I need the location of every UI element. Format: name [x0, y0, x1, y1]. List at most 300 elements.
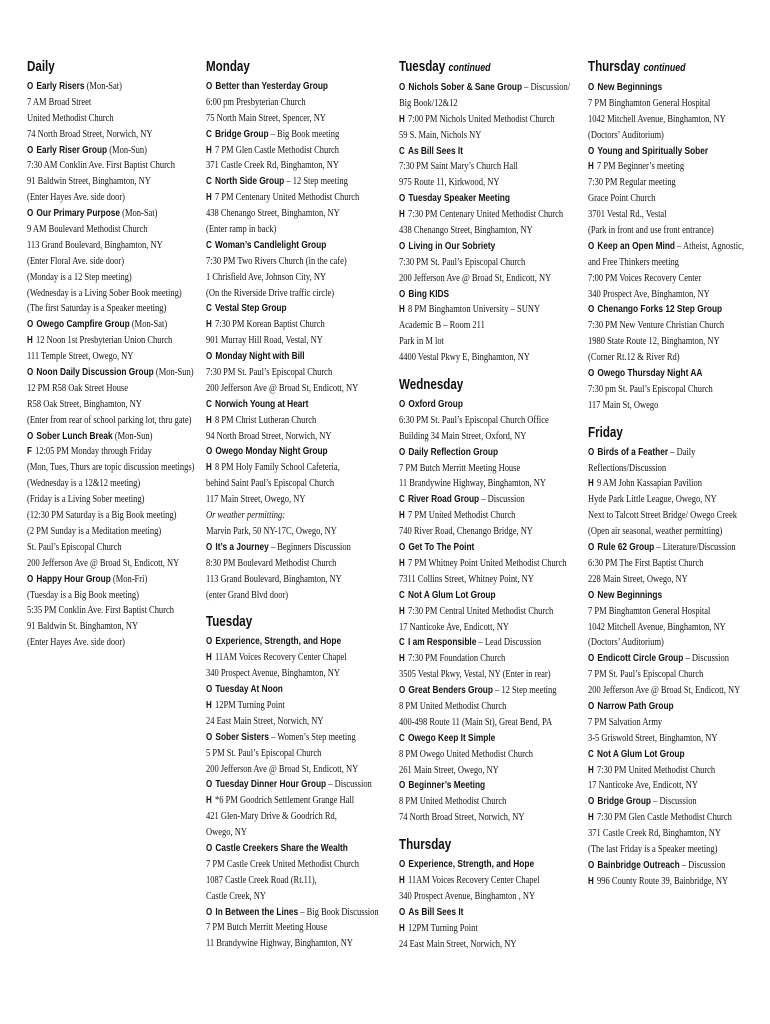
group-name: Better than Yesterday Group [215, 81, 328, 92]
meeting-type-code: O [399, 240, 406, 252]
group-name: Vestal Step Group [214, 303, 287, 315]
detail-text: 11AM Voices Recovery Center Chapel [407, 874, 540, 886]
group-name: Young and Spiritually Sober [597, 145, 709, 157]
detail-line [588, 763, 729, 779]
meeting-type-code: C [206, 239, 212, 251]
detail-text: 200 Jefferson Ave @ Broad St, Endicott, NY [27, 557, 180, 569]
detail-text: 5:35 PM Conklin Ave. First Baptist Church [27, 605, 174, 617]
detail-text: 7 PM Glen Castle Methodist Church [214, 144, 340, 156]
detail-text: 12 Noon 1st Presbyterian Union Church [35, 335, 173, 347]
detail-text: 6:00 pm Presbyterian Church [206, 96, 306, 108]
meeting-type-code: O [588, 446, 595, 458]
detail-text: 8 PM Holy Family School Cafeteria, [214, 462, 340, 474]
detail-text: 8 PM United Methodist Church [399, 796, 507, 808]
group-name: Bing KIDS [408, 288, 450, 300]
section-heading [399, 834, 545, 856]
detail-text: 7:30 PM Centenary United Methodist Church [407, 209, 564, 221]
detail-line [399, 128, 545, 144]
detail-line [399, 413, 549, 429]
detail-text: (Tuesday is a Big Book meeting) [27, 589, 139, 601]
group-name: Endicott Circle Group [597, 653, 684, 665]
meeting-name-line [588, 794, 729, 810]
detail-line [27, 270, 165, 286]
group-name: Keep an Open Mind [597, 240, 676, 252]
detail-text: 3505 Vestal Pkwy, Vestal, NY (Enter in rear) [399, 669, 551, 681]
detail-text: 117 Main St, Owego [588, 399, 659, 411]
meeting-type-code: O [588, 240, 595, 252]
meeting-name-line [206, 540, 355, 556]
detail-line [588, 398, 729, 414]
detail-line [206, 381, 359, 397]
meeting-type-code: O [399, 82, 406, 93]
group-note: – Discussion [651, 796, 697, 808]
detail-line [399, 810, 545, 826]
detail-line [399, 302, 545, 318]
meeting-name-line [206, 397, 355, 413]
detail-text: 91 Baldwin St. Binghamton, NY [27, 621, 139, 633]
meeting-type-code: O [588, 145, 595, 157]
meeting-name-line [206, 127, 355, 143]
section-heading [206, 611, 355, 633]
detail-line [588, 207, 729, 223]
meeting-type-code: O [27, 367, 34, 379]
meeting-type-code: C [206, 303, 212, 315]
detail-text: 261 Main Street, Owego, NY [399, 764, 499, 776]
detail-line [588, 508, 737, 524]
meeting-type-code: H [206, 414, 212, 426]
detail-line [206, 524, 355, 540]
group-name: Our Primary Purpose [36, 208, 121, 220]
meeting-name-line [206, 777, 372, 793]
detail-text: (Doctors’ Auditorium) [588, 129, 664, 141]
group-name: As Bill Sees It [407, 145, 463, 157]
detail-text: 200 Jefferson Ave @ Broad St, Endicott, NY [399, 272, 552, 284]
detail-line [27, 603, 174, 619]
detail-line [206, 746, 355, 762]
group-note: (Mon-Sat) [129, 319, 168, 331]
detail-line [206, 666, 355, 682]
detail-line [206, 936, 355, 952]
meeting-type-code: O [206, 684, 213, 696]
detail-text: 4400 Vestal Pkwy E, Binghamton, NY [399, 352, 530, 364]
detail-text: 7 PM United Methodist Church [407, 510, 516, 522]
group-name: Woman’s Candlelight Group [214, 239, 327, 251]
meeting-name-line [399, 144, 545, 160]
detail-line [588, 778, 729, 794]
detail-text: 24 East Main Street, Norwich, NY [206, 715, 324, 727]
meeting-type-code: O [588, 542, 595, 554]
meeting-type-code: O [27, 319, 34, 331]
detail-text: 7 PM Binghamton General Hospital [588, 605, 711, 617]
meeting-type-code: O [206, 906, 213, 918]
detail-text: (Enter Floral Ave. side door) [27, 255, 125, 267]
detail-line [27, 635, 165, 651]
detail-text: 74 North Broad Street, Norwich, NY [399, 812, 525, 824]
detail-line [399, 318, 545, 334]
detail-line [588, 556, 729, 572]
detail-text: 5 PM St. Paul’s Episcopal Church [206, 747, 322, 759]
meeting-type-code: O [206, 731, 213, 743]
group-name: Castle Creekers Share the Wealth [215, 842, 348, 854]
detail-text: 7:30 PM Korean Baptist Church [214, 319, 325, 331]
group-note: – Discussion [683, 653, 730, 665]
detail-text: 3-5 Griswold Street, Binghamton, NY [588, 732, 718, 744]
group-name: Bridge Group [214, 128, 269, 140]
detail-text: Grace Point Church [588, 193, 656, 205]
detail-line [588, 159, 729, 175]
detail-text: 8 PM Christ Lutheran Church [214, 414, 317, 426]
detail-line [399, 334, 545, 350]
group-name: Owego Campfire Group [36, 319, 130, 331]
meeting-type-code: O [588, 368, 595, 380]
detail-line [206, 698, 355, 714]
detail-line [588, 492, 729, 508]
detail-line [588, 112, 729, 128]
group-name: Experience, Strength, and Hope [215, 636, 342, 648]
meeting-type-code: H [206, 795, 212, 807]
detail-line [399, 763, 545, 779]
group-name: River Road Group [407, 494, 480, 506]
meeting-name-line [588, 366, 729, 382]
column-2 [206, 56, 392, 952]
meeting-name-line [588, 80, 729, 96]
group-note: – Discussion [679, 859, 726, 871]
detail-line [588, 476, 729, 492]
group-name: Experience, Strength, and Hope [408, 859, 535, 871]
detail-line [27, 397, 165, 413]
detail-line [588, 604, 729, 620]
meeting-type-code: C [399, 589, 405, 601]
meeting-type-code: C [399, 145, 405, 157]
detail-text: 3701 Vestal Rd., Vestal [588, 209, 667, 221]
detail-line [588, 461, 729, 477]
detail-text: 7:30 PM St. Paul’s Episcopal Church [399, 256, 526, 268]
detail-line [588, 175, 729, 191]
detail-text: 7:30 pm St. Paul’s Episcopal Church [588, 383, 713, 395]
group-name: Get To The Point [408, 542, 475, 554]
detail-text: 7 PM Castle Creek United Methodist Church [206, 858, 360, 870]
detail-line [399, 429, 545, 445]
detail-text: 200 Jefferson Ave @ Broad St, Endicott, NY [206, 382, 359, 394]
detail-line [399, 889, 545, 905]
meeting-name-line [206, 905, 379, 921]
meeting-name-line [399, 445, 545, 461]
meeting-type-code: C [206, 398, 212, 410]
detail-line [588, 715, 729, 731]
detail-text: 7:30 PM New Venture Christian Church [588, 320, 725, 332]
meeting-type-code: O [588, 653, 595, 665]
detail-line [399, 524, 545, 540]
detail-text: 7:30 PM Saint Mary’s Church Hall [399, 161, 518, 173]
detail-text: (2 PM Sunday is a Meditation meeting) [27, 525, 162, 537]
day-section [399, 834, 581, 952]
meeting-name-line [206, 238, 355, 254]
meeting-name-line [588, 747, 729, 763]
detail-text: Owego, NY [206, 827, 247, 839]
section-title: Wednesday [399, 377, 464, 394]
group-note: – Daily [668, 446, 696, 458]
group-name: In Between the Lines [215, 906, 299, 918]
meeting-name-line [27, 206, 165, 222]
detail-text: R58 Oak Street, Binghamton, NY [27, 398, 142, 410]
detail-line [27, 174, 165, 190]
meeting-type-code: O [399, 859, 406, 871]
detail-text: (The last Friday is a Speaker meeting) [588, 843, 718, 855]
detail-line [206, 143, 355, 159]
detail-text: 438 Chenango Street, Binghamton, NY [206, 208, 340, 220]
detail-text: 6:30 PM The First Baptist Church [588, 557, 704, 569]
section-heading [588, 56, 729, 79]
meeting-type-code: C [399, 637, 405, 649]
detail-line [206, 270, 355, 286]
meeting-type-code: H [206, 319, 212, 331]
section-title: Friday [588, 424, 623, 441]
detail-line [206, 857, 360, 873]
meeting-type-code: O [399, 399, 406, 411]
group-note: – Lead Discussion [476, 637, 542, 649]
detail-line [588, 683, 741, 699]
meeting-name-line [588, 588, 729, 604]
detail-line [27, 158, 175, 174]
detail-text: 340 Prospect Avenue, Binghamton, NY [206, 668, 341, 680]
detail-text: 200 Jefferson Ave @ Broad St, Endicott, NY [588, 685, 741, 697]
detail-text: 12 PM R58 Oak Street House [27, 382, 128, 394]
detail-text: 7:30 PM Foundation Church [407, 653, 506, 665]
meeting-name-line [399, 492, 545, 508]
detail-line [399, 96, 545, 112]
meeting-name-line [206, 841, 355, 857]
meeting-name-line [399, 778, 545, 794]
detail-line [588, 620, 729, 636]
meeting-name-line [27, 429, 165, 445]
detail-line [588, 128, 729, 144]
detail-line [399, 556, 567, 572]
detail-line [27, 476, 165, 492]
meeting-type-code: H [399, 605, 405, 617]
meeting-type-code: O [206, 636, 213, 648]
detail-line [588, 874, 729, 890]
meeting-type-code: O [588, 700, 595, 712]
detail-line [399, 223, 545, 239]
meeting-name-line [399, 287, 545, 303]
meeting-name-line [27, 572, 165, 588]
meeting-name-line [399, 588, 545, 604]
group-note: (Mon-Sun) [153, 367, 194, 379]
group-name: Owego Keep It Simple [407, 732, 496, 744]
meeting-type-code: C [588, 748, 594, 760]
detail-line [399, 747, 545, 763]
detail-line [27, 254, 165, 270]
day-section [399, 374, 581, 826]
meeting-type-code: H [399, 209, 405, 221]
detail-line [588, 810, 732, 826]
detail-line [206, 333, 355, 349]
detail-line [399, 699, 545, 715]
detail-line [588, 318, 729, 334]
group-name: Tuesday At Noon [215, 684, 283, 696]
detail-line [399, 921, 545, 937]
group-note: – Discussion [326, 779, 372, 791]
meeting-type-code: H [588, 812, 594, 824]
detail-text: 6:30 PM St. Paul’s Episcopal Church Office [399, 414, 549, 426]
detail-line [206, 286, 355, 302]
group-name: Daily Reflection Group [408, 446, 499, 458]
detail-text: and Free Thinkers meeting [588, 256, 679, 268]
detail-line [27, 540, 165, 556]
detail-text: 17 Nanticoke Ave, Endicott, NY [399, 621, 509, 633]
meeting-type-code: H [588, 478, 594, 490]
meeting-type-code: C [206, 128, 212, 140]
detail-text: 111 Temple Street, Owego, NY [27, 351, 134, 363]
meeting-name-line [399, 857, 545, 873]
detail-text: 1980 State Route 12, Binghamton, NY [588, 336, 720, 348]
detail-text: 7:30 PM St. Paul’s Episcopal Church [206, 367, 333, 379]
group-note: – Discussion [479, 494, 525, 506]
detail-line [206, 809, 355, 825]
section-gap [399, 826, 581, 834]
meeting-type-code: H [399, 557, 405, 569]
detail-text: 371 Castle Creek Rd, Binghamton, NY [588, 828, 721, 840]
detail-text: 200 Jefferson Ave @ Broad St, Endicott, NY [206, 763, 359, 775]
detail-line [399, 159, 545, 175]
detail-line [399, 476, 545, 492]
group-name: It’s a Journey [215, 541, 269, 553]
meeting-type-code: O [27, 208, 34, 220]
meeting-type-code: H [588, 161, 594, 173]
section-title: Tuesday [206, 614, 253, 631]
meeting-name-line [588, 858, 729, 874]
detail-text: 340 Prospect Ave, Binghamton, NY [588, 288, 710, 300]
group-name: Noon Daily Discussion Group [36, 367, 154, 379]
detail-text: (Wednesday is a Living Sober Book meeting) [27, 287, 182, 299]
detail-line [588, 635, 729, 651]
detail-line [588, 731, 729, 747]
detail-line [588, 842, 729, 858]
detail-text: (12:30 PM Saturday is a Big Book meeting) [27, 510, 177, 522]
detail-text: 1042 Mitchell Avenue, Binghamton, NY [588, 621, 726, 633]
meeting-name-line [399, 191, 545, 207]
detail-text: (enter Grand Blvd door) [206, 589, 289, 601]
detail-line [399, 461, 545, 477]
detail-line [588, 191, 729, 207]
detail-text: (On the Riverside Drive traffic circle) [206, 287, 335, 299]
meeting-type-code: H [399, 113, 405, 125]
detail-text: 7 PM Beginner’s meeting [596, 161, 685, 173]
group-name: Bridge Group [597, 796, 651, 808]
detail-text: 7 PM Whitney Point United Methodist Church [407, 557, 567, 569]
detail-text: Park in M lot [399, 336, 444, 348]
detail-text: 8 PM Owego United Methodist Church [399, 748, 533, 760]
detail-text: 400-498 Route 11 (Main St), Great Bend, PA [399, 716, 553, 728]
meeting-name-line [206, 79, 355, 95]
detail-text: (Enter ramp in back) [206, 224, 277, 236]
group-name: Early Riser Group [36, 144, 108, 156]
day-section [588, 56, 764, 414]
detail-text: 117 Main Street, Owego, NY [206, 494, 306, 506]
detail-line [206, 413, 355, 429]
detail-line [206, 650, 355, 666]
group-note: (Mon-Sat) [120, 208, 158, 220]
group-note: – Big Book Discussion [298, 906, 379, 918]
detail-line [588, 524, 729, 540]
meeting-name-line [399, 540, 545, 556]
meeting-name-line [206, 634, 355, 650]
detail-text: 7 PM St. Paul’s Episcopal Church [588, 669, 704, 681]
detail-line [588, 255, 729, 271]
detail-line [399, 794, 545, 810]
meeting-name-line [27, 79, 165, 95]
group-name: Happy Hour Group [36, 573, 111, 585]
meeting-name-line [588, 239, 745, 255]
group-name: Beginner’s Meeting [408, 780, 486, 792]
meeting-name-line [206, 682, 355, 698]
detail-line [206, 429, 355, 445]
detail-line [206, 793, 355, 809]
detail-line [206, 317, 355, 333]
detail-italic-text: Or weather permitting: [206, 510, 286, 522]
detail-text: 438 Chenango Street, Binghamton, NY [399, 225, 533, 237]
group-name: Nichols Sober & Sane Group [408, 82, 523, 93]
detail-text: 228 Main Street, Owego, NY [588, 573, 688, 585]
detail-line [206, 190, 360, 206]
detail-line [206, 556, 355, 572]
detail-text: 1087 Castle Creek Road (Rt.11), [206, 874, 317, 886]
meeting-name-line [206, 349, 355, 365]
detail-text: 59 S. Main, Nichols NY [399, 129, 482, 141]
detail-line [399, 175, 545, 191]
detail-line [27, 301, 165, 317]
group-name: Norwich Young at Heart [214, 398, 309, 410]
group-name: As Bill Sees It [408, 906, 464, 918]
meeting-name-line [206, 174, 355, 190]
day-section [588, 422, 764, 890]
meeting-type-code: C [399, 494, 405, 506]
detail-line [206, 254, 355, 270]
detail-text: (Mon, Tues, Thurs are topic discussion meetings) [27, 462, 195, 474]
detail-text: 8:30 PM Boulevard Methodist Church [206, 557, 337, 569]
detail-text: Next to Talcott Street Bridge/ Owego Creek [588, 510, 737, 522]
detail-line [27, 333, 173, 349]
detail-text: 7:00 PM Nichols United Methodist Church [407, 113, 555, 125]
detail-line [399, 255, 545, 271]
meeting-type-code: O [588, 304, 595, 316]
detail-line [27, 111, 165, 127]
detail-text: 9 AM Boulevard Methodist Church [27, 224, 148, 236]
column-3 [399, 56, 581, 952]
detail-text: 371 Castle Creek Rd, Binghamton, NY [206, 160, 339, 172]
meeting-type-code: O [206, 541, 213, 553]
meeting-type-code: H [206, 652, 212, 664]
section-title: Daily [27, 59, 55, 75]
detail-line [399, 112, 555, 128]
group-note: – Literature/Discussion [654, 542, 736, 554]
detail-line [206, 492, 355, 508]
detail-line [588, 572, 729, 588]
section-heading [399, 56, 545, 79]
detail-text: 94 North Broad Street, Norwich, NY [206, 430, 332, 442]
meeting-type-code: O [27, 81, 34, 92]
detail-line [206, 588, 355, 604]
section-heading [588, 422, 729, 444]
meeting-name-line [588, 540, 736, 556]
meeting-name-line [206, 301, 355, 317]
group-name: Sober Sisters [215, 731, 270, 743]
detail-line [27, 524, 165, 540]
detail-line [206, 889, 355, 905]
meeting-type-code: C [399, 732, 405, 744]
meeting-type-code: O [399, 446, 406, 458]
detail-line [206, 714, 355, 730]
